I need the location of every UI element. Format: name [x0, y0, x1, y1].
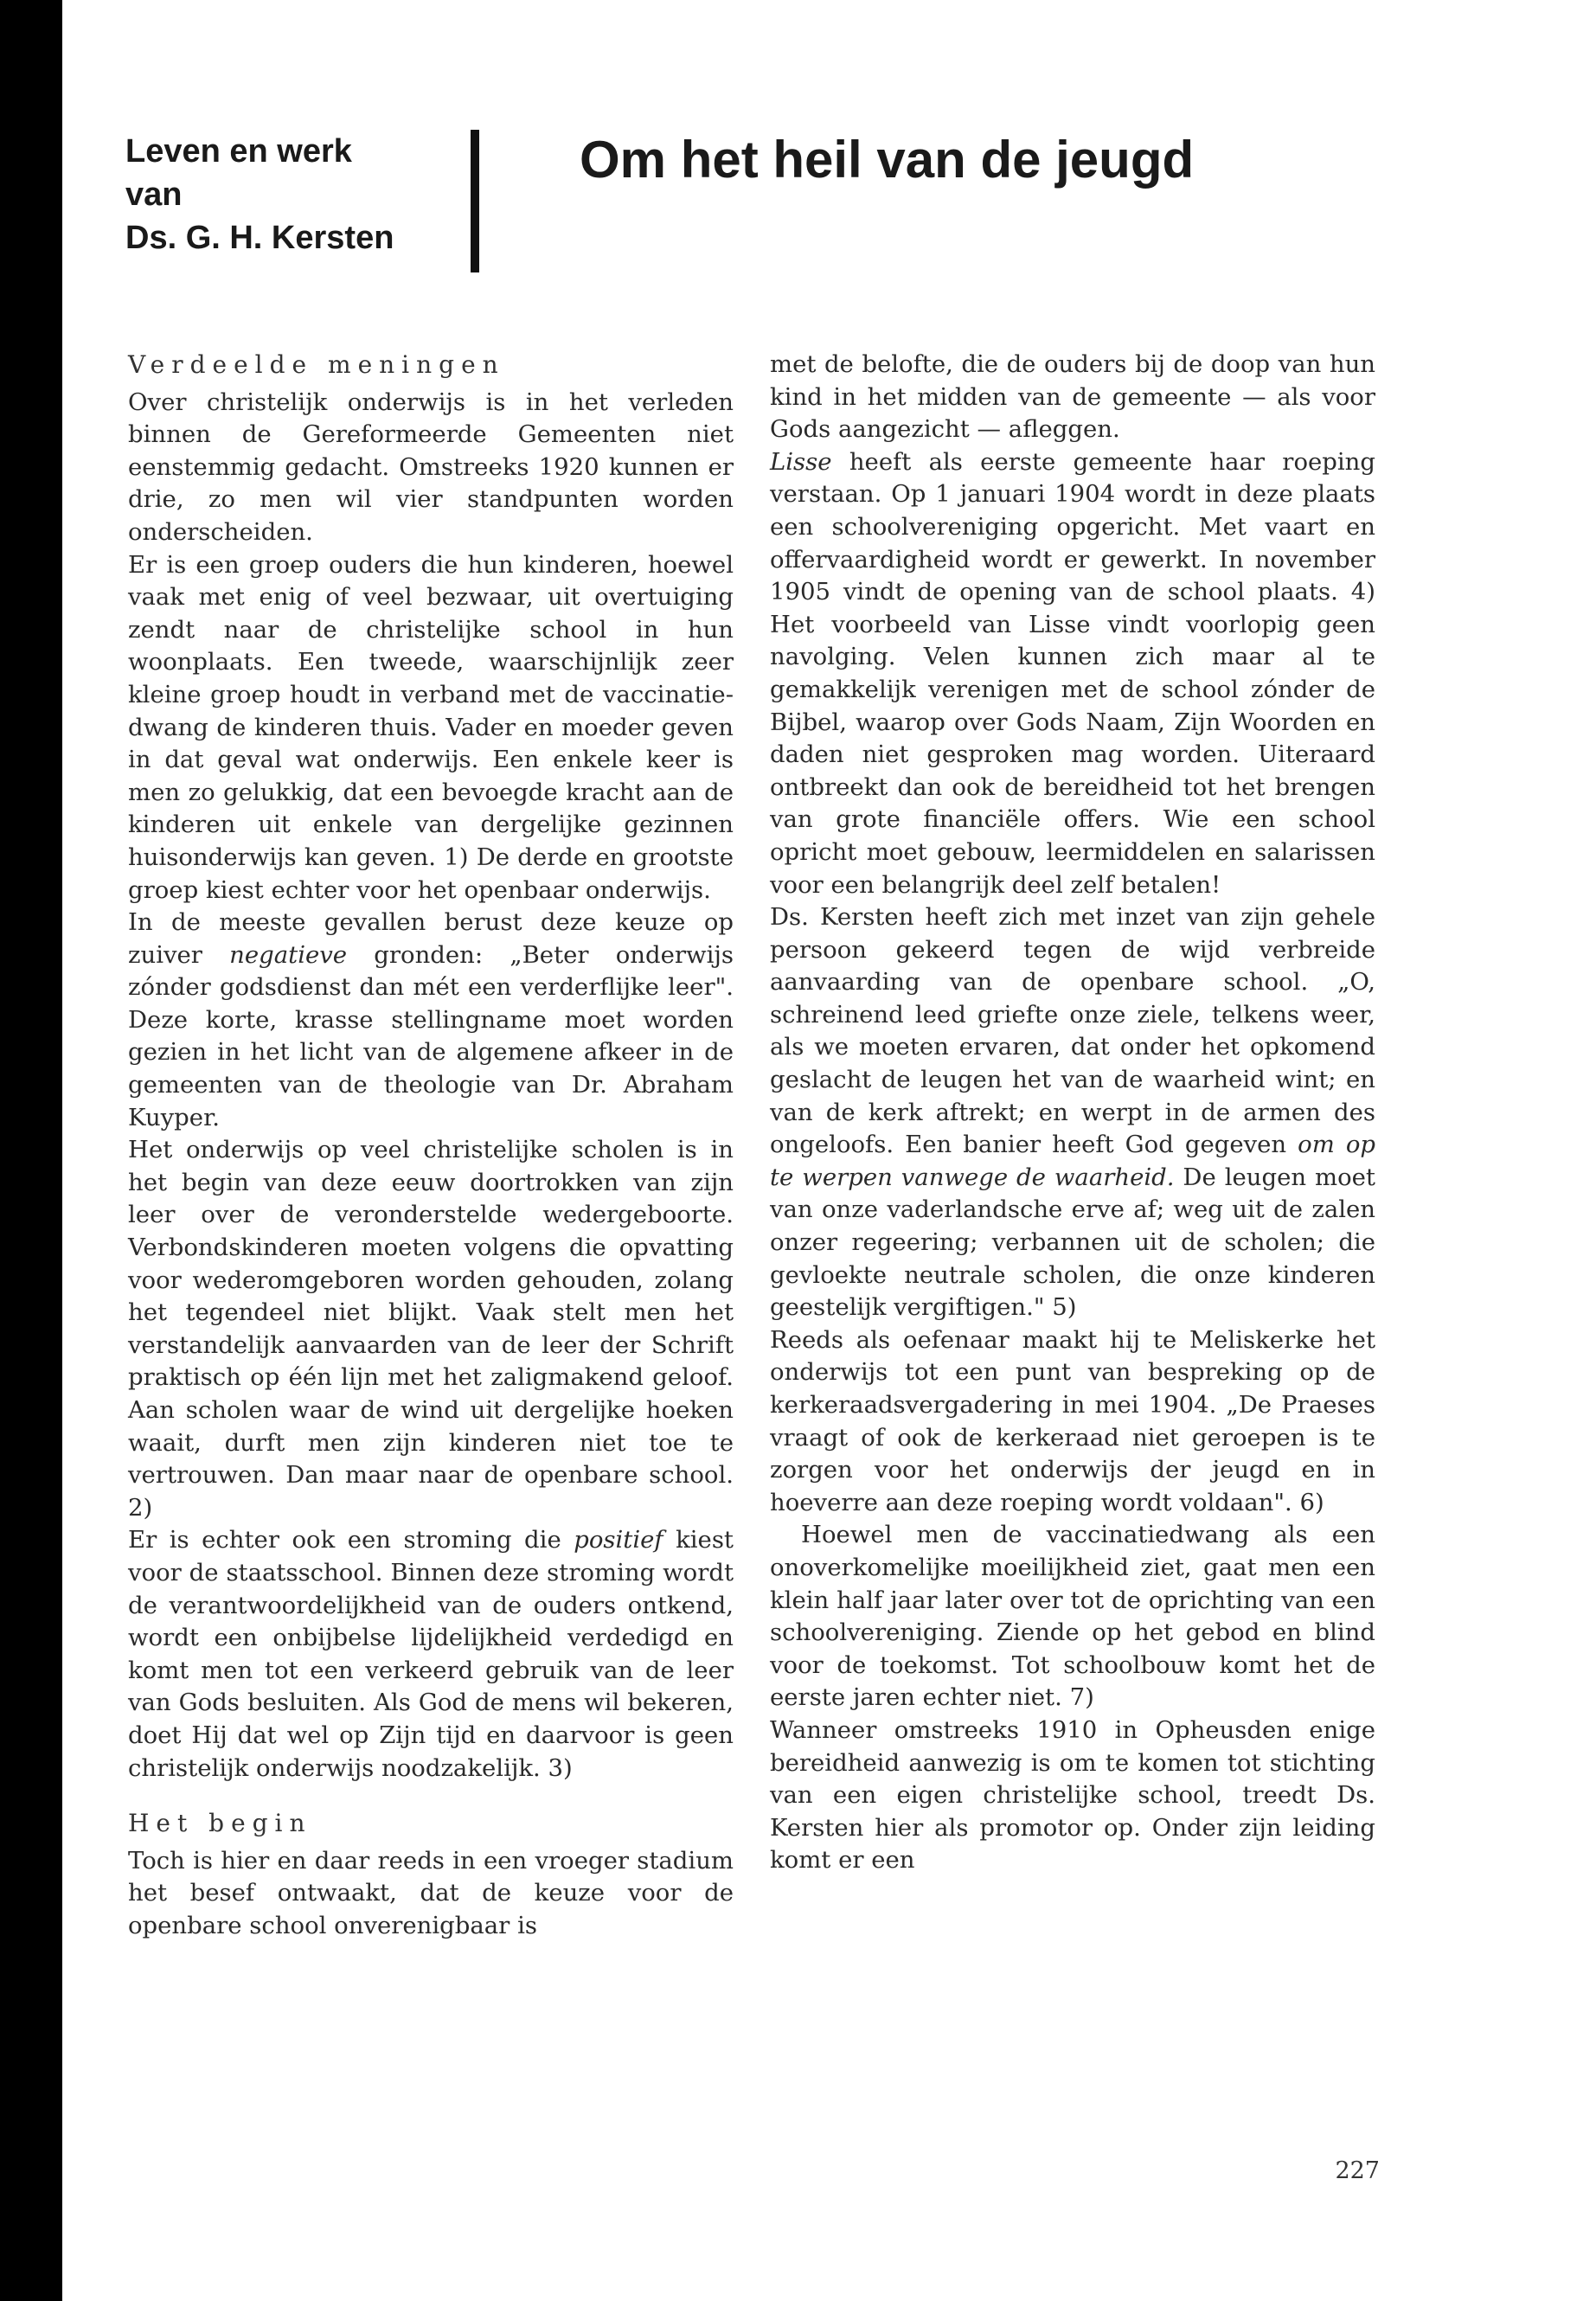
text-run: kiest voor de staatsschool. Binnen deze stroming wordt de verantwoordelijkheid van de ouders ontkend, wordt een onbijbelse lijdelijkheid verdedigd en komt men tot een verkeerd gebruik van de leer van Gods besluiten. Als God de mens wil bekeren, doet Hij dat wel op Zijn tijd en daarvoor is geen christelijk onderwijs noodzakelijk. 3): [128, 1526, 734, 1782]
text-run: heeft als eerste gemeente haar roeping verstaan. Op 1 januari 1904 wordt in deze plaats een schoolvereniging opgericht. Met vaart en offervaardigheid wordt er gewerkt. In november 1905 vindt de opening van de school plaats. 4) Het voorbeeld van Lisse vindt voorlopig geen navolging. Velen kunnen zich maar al te gemakkelijk verenigen met de school zónder de Bijbel, waarop over Gods Naam, Zijn Woorden en daden niet gesproken mag worden. Uiteraard ontbreekt dan ook de bereidheid tot het brengen van grote financiële offers. Wie een school opricht moet gebouw, leermiddelen en salarissen voor een belangrijk deel zelf betalen!: [770, 447, 1375, 899]
paragraph: [770, 446, 1375, 901]
emphasis: om op te werpen vanwege de waarheid.: [770, 1131, 1375, 1191]
paragraph: [128, 1524, 734, 1785]
right-column: [770, 349, 1375, 1877]
text-run: Er is echter ook een stroming die: [128, 1526, 574, 1554]
paragraph: met de belofte, die de ouders bij de doop van hun kind in het midden van de gemeente — als voor Gods aangezicht — afleggen.: [770, 350, 1375, 444]
page-number: 227: [1335, 2157, 1380, 2184]
paragraph: Er is een groep ouders die hun kinderen, hoewel vaak met enig of veel bezwaar, uit overtuiging zendt naar de christelijke school in hun woonplaats. Een tweede, waarschijnlijk zeer kleine groep houdt in verband met de vaccinatie-dwang de kinderen thuis. Vader en moeder geven in dat geval wat onderwijs. Een enkele keer is men zo gelukkig, dat een bevoegde kracht aan de kinderen uit enkele van dergelijke gezinnen huisonderwijs kan geven. 1) De derde en grootste groep kiest echter voor het openbaar onderwijs.: [128, 550, 734, 904]
paragraph: Het onderwijs op veel christelijke scholen is in het begin van deze eeuw doortrokken van zijn leer over de veronderstelde wedergeboorte. Verbondskinderen moeten volgens die opvatting voor wederomgeboren worden gehouden, zolang het tegendeel niet blijkt. Vaak stelt men het verstandelijk aanvaarden van de leer der Schrift praktisch op één lijn met het zaligmakend geloof. Aan scholen waar de wind uit dergelijke hoeken waait, durft men zijn kinderen niet toe te vertrouwen. Dan maar naar de openbare school. 2): [128, 1136, 734, 1522]
section-heading-het-begin: Het begin: [128, 1809, 312, 1838]
paragraph: [128, 907, 734, 1134]
header-divider: [471, 130, 479, 272]
scan-edge-bar: [0, 0, 62, 2301]
section-heading-verdeelde-meningen: Verdeelde meningen: [128, 350, 505, 379]
paragraph: Toch is hier en daar reeds in een vroeger stadium het besef ontwaakt, dat de keuze voor de openbare school onverenigbaar is: [128, 1846, 734, 1939]
paragraph: Wanneer omstreeks 1910 in Opheusden enige bereidheid aanwezig is om te komen tot stichting van een eigen christelijke school, treedt Ds. Kersten hier als promotor op. Onder zijn leiding komt er een: [770, 1715, 1375, 1875]
paragraph: [770, 901, 1375, 1324]
series-line-2: van: [125, 176, 183, 213]
article-title: Om het heil van de jeugd: [580, 131, 1195, 189]
paragraph: Hoewel men de vaccinatiedwang als een onoverkomelijke moeilijkheid ziet, gaat men een klein half jaar later over tot de oprichting van een schoolvereniging. Ziende op het gebod en blind voor de toekomst. Tot schoolbouw komt het de eerste jaren echter niet. 7): [770, 1521, 1375, 1712]
text-run: De leugen moet van onze vaderlandsche erve af; weg uit de zalen onzer regeering; verbannen uit de scholen; die gevloekte neutrale scholen, die onze kinderen geestelijk vergiftigen." 5): [770, 1163, 1375, 1322]
series-line-1: Leven en werk: [125, 133, 352, 170]
text-run: Ds. Kersten heeft zich met inzet van zijn gehele persoon gekeerd tegen de wijd verbreide aanvaarding van de openbare school. „O, schreinend leed griefte onze ziele, telkens weer, als we moeten ervaren, dat onder het opkomend geslacht de leugen het van de waarheid wint; en van de kerk aftrekt; en werpt in de armen des ongeloofs. Een banier heeft God gegeven: [770, 903, 1375, 1159]
left-column: [128, 349, 734, 1943]
series-line-3: Ds. G. H. Kersten: [125, 220, 394, 256]
emphasis: negatieve: [229, 940, 348, 969]
emphasis: positief: [574, 1526, 663, 1554]
text-run: gronden: „Beter onderwijs zónder godsdienst dan mét een verderflijke leer". Deze korte, krasse stellingname moet worden gezien in het licht van de algemene afkeer in de gemeenten van de theologie van Dr. Abraham Kuyper.: [128, 940, 734, 1131]
emphasis: Lisse: [770, 447, 832, 476]
paragraph: Over christelijk onderwijs is in het verleden binnen de Gereformeerde Gemeenten niet eenstemmig gedacht. Omstreeks 1920 kunnen er drie, zo men wil vier standpunten worden onderscheiden.: [128, 388, 734, 546]
paragraph: Reeds als oefenaar maakt hij te Meliskerke het onderwijs tot een punt van bespreking op de kerkeraadsvergadering in mei 1904. „De Praeses vraagt of ook de kerkeraad niet geroepen is te zorgen voor het onderwijs der jeugd en in hoeverre aan deze roeping wordt voldaan". 6): [770, 1325, 1375, 1516]
text-run: In de meeste gevallen berust deze keuze op zuiver: [128, 908, 734, 969]
series-title: [125, 130, 463, 260]
